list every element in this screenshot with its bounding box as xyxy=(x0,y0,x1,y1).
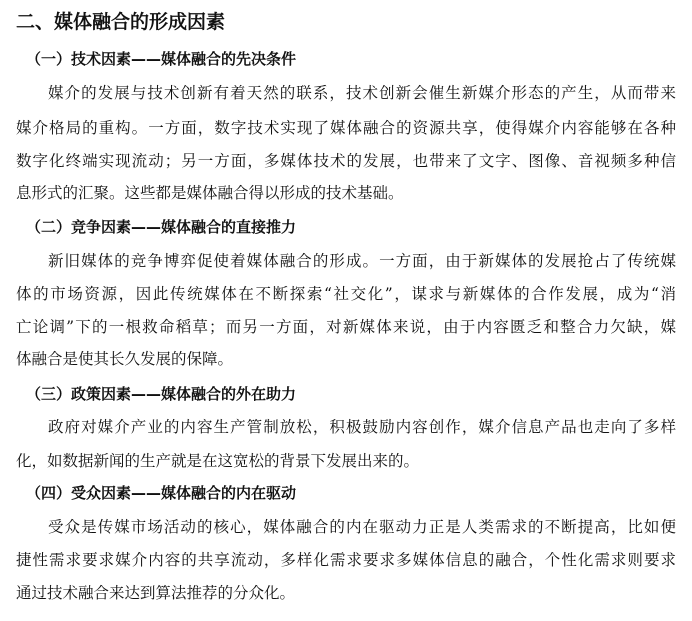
paragraph-line: 体融合是使其长久发展的保障。 xyxy=(16,350,234,368)
paragraph-line: 媒介格局的重构。一方面，数字技术实现了媒体融合的资源共享，使得媒介内容能够在各种 xyxy=(16,119,676,137)
section-heading: 二、媒体融合的形成因素 xyxy=(16,11,226,33)
paragraph-line: 新旧媒体的竞争博弈促使着媒体融合的形成。一方面，由于新媒体的发展抢占了传统媒 xyxy=(48,252,676,270)
paragraph-line: 体的市场资源，因此传统媒体在不断探索“社交化”，谋求与新媒体的合作发展，成为“消 xyxy=(16,285,676,303)
paragraph-line: 息形式的汇聚。这些都是媒体融合得以形成的技术基础。 xyxy=(16,184,404,202)
paragraph-line: 数字化终端实现流动；另一方面，多媒体技术的发展，也带来了文字、图像、音视频多种信 xyxy=(16,152,676,170)
paragraph-line: 捷性需求要求媒介内容的共享流动，多样化需求要求多媒体信息的融合，个性化需求则要求 xyxy=(16,551,676,569)
paragraph-line: 受众是传媒市场活动的核心，媒体融合的内在驱动力正是人类需求的不断提高，比如便 xyxy=(48,518,676,536)
paragraph-line: 化，如数据新闻的生产就是在这宽松的背景下发展出来的。 xyxy=(16,452,420,470)
paragraph-line: 媒介的发展与技术创新有着天然的联系，技术创新会催生新媒介形态的产生，从而带来 xyxy=(48,84,676,102)
subsection-title-technology: （一）技术因素——媒体融合的先决条件 xyxy=(26,50,297,68)
subsection-title-competition: （二）竞争因素——媒体融合的直接推力 xyxy=(26,218,297,236)
subsection-title-policy: （三）政策因素——媒体融合的外在助力 xyxy=(26,385,297,403)
subsection-title-audience: （四）受众因素——媒体融合的内在驱动 xyxy=(26,484,297,502)
paragraph-line: 通过技术融合来达到算法推荐的分众化。 xyxy=(16,584,296,602)
paragraph-line: 亡论调”下的一根救命稻草；而另一方面，对新媒体来说，由于内容匮乏和整合力欠缺，媒 xyxy=(16,318,676,336)
paragraph-line: 政府对媒介产业的内容生产管制放松，积极鼓励内容创作，媒介信息产品也走向了多样 xyxy=(48,418,676,436)
